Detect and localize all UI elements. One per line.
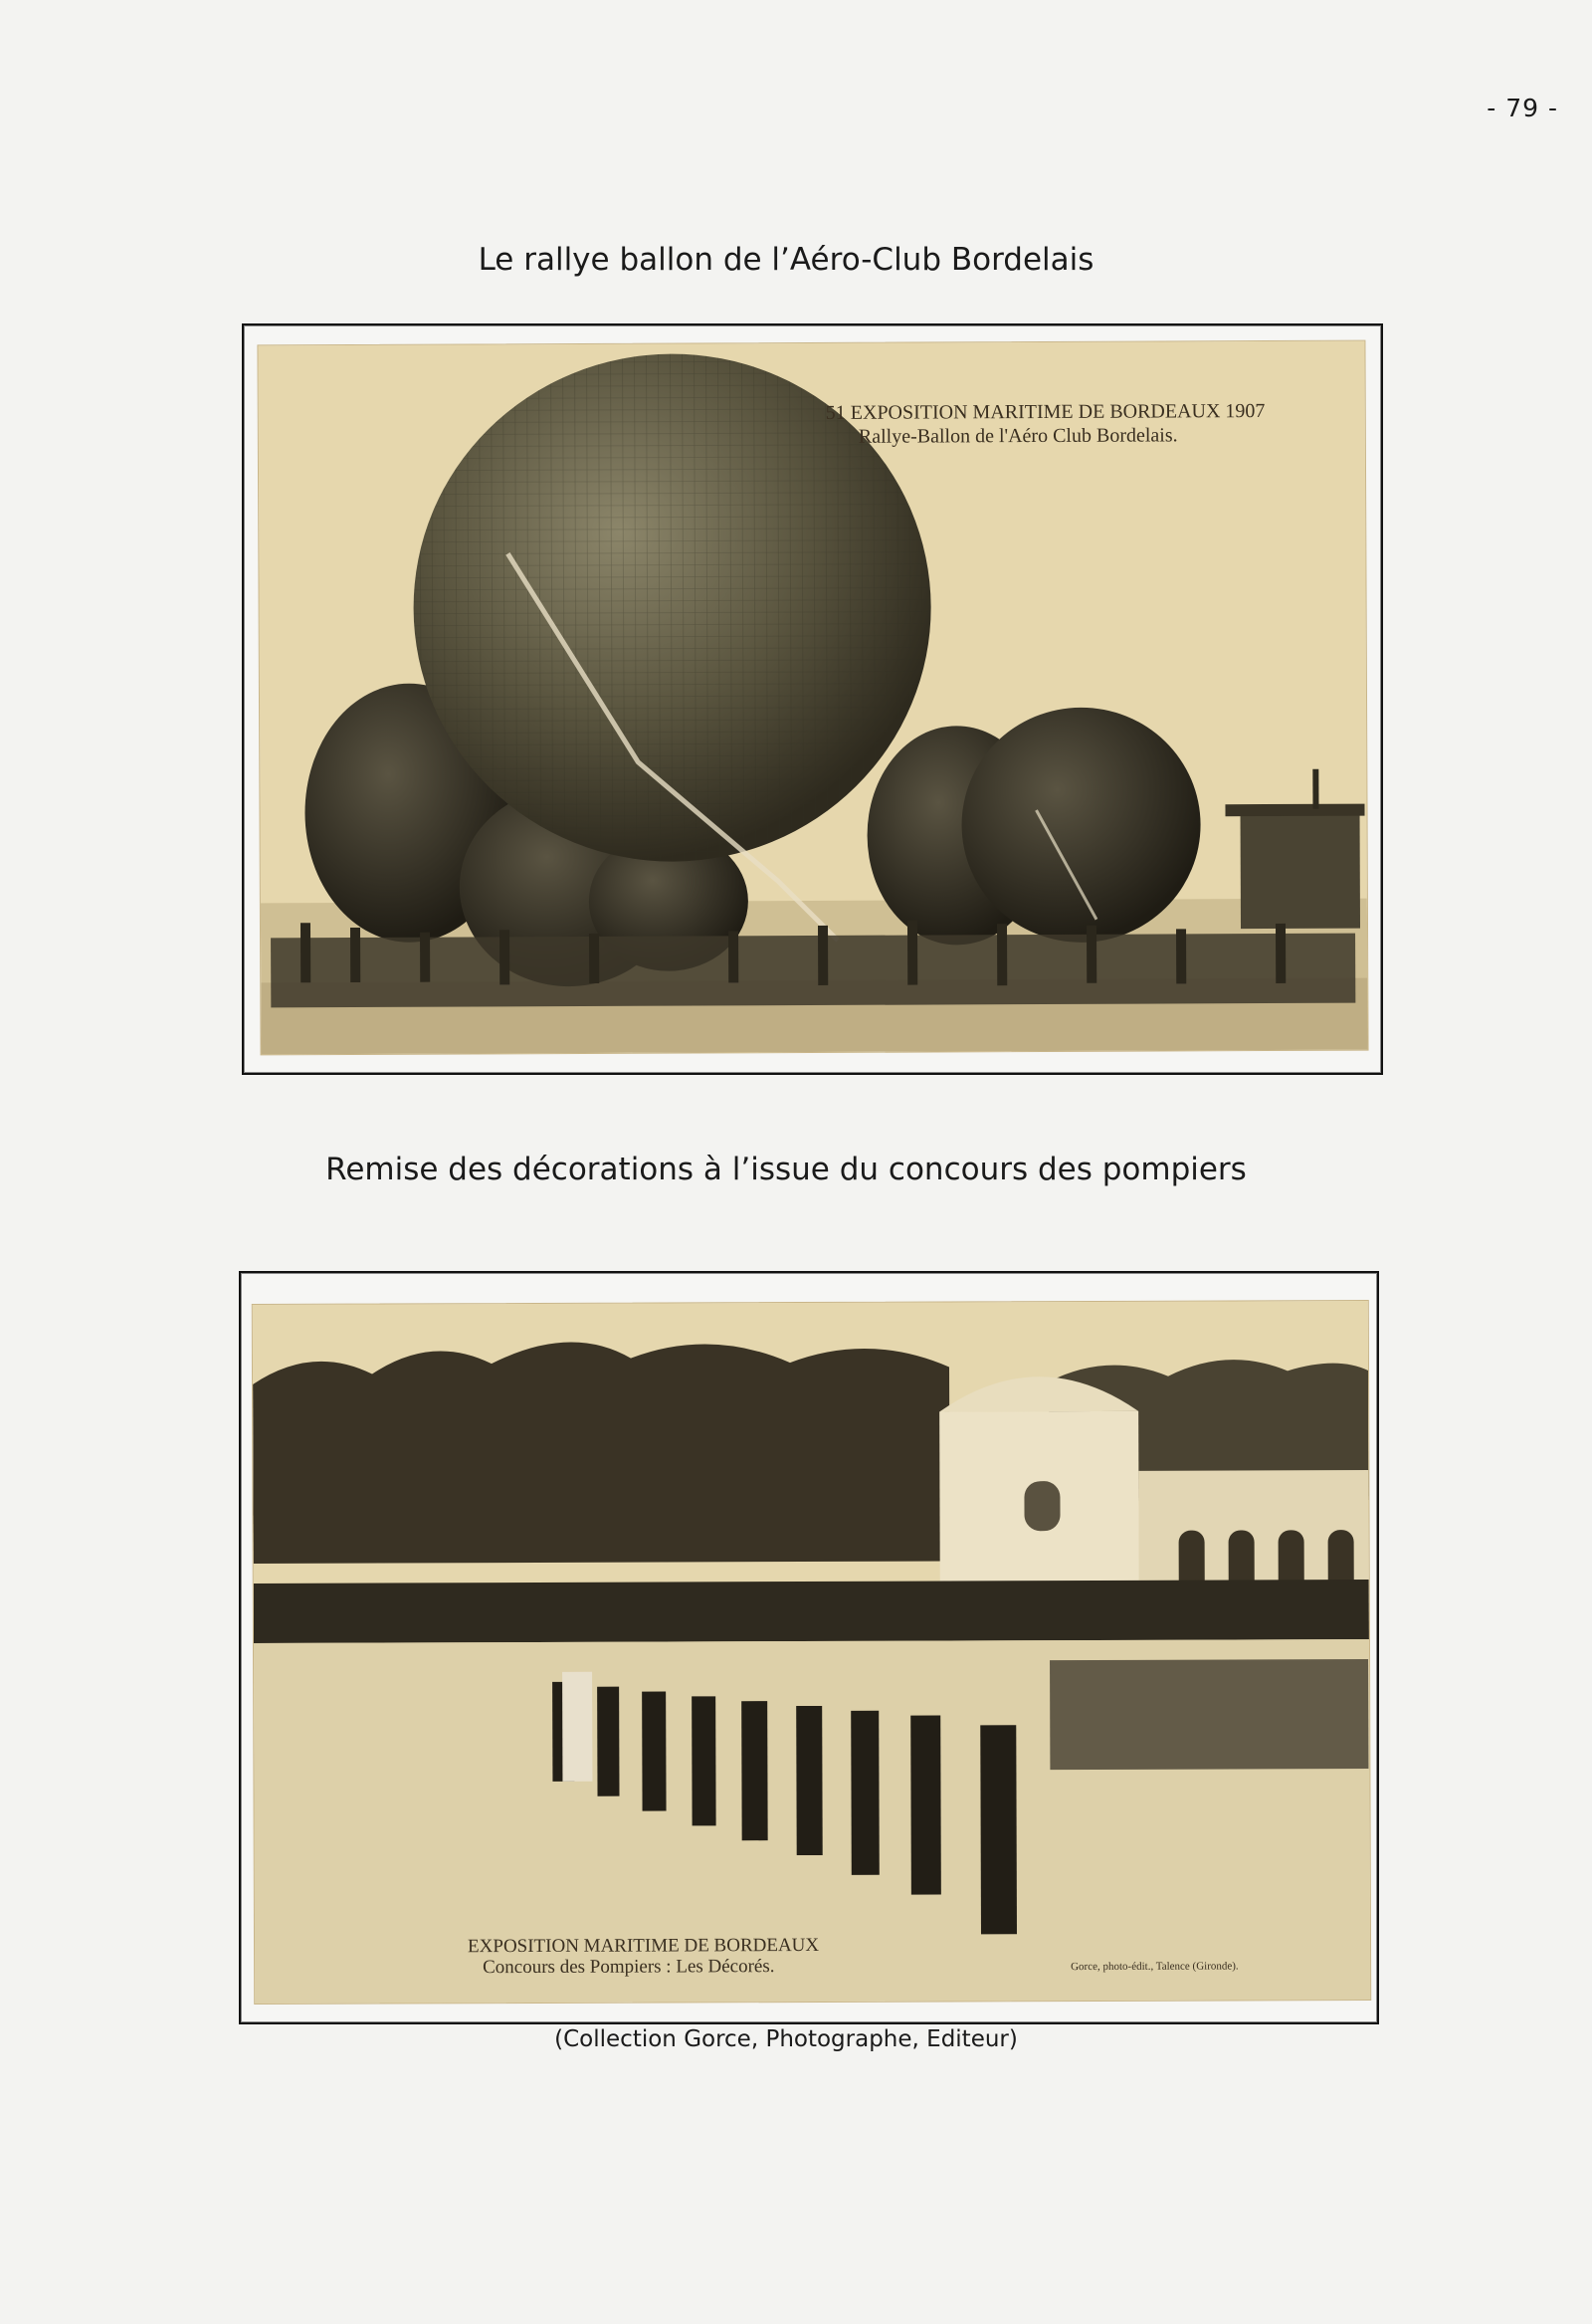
collection-credit: (Collection Gorce, Photographe, Editeur) — [554, 2026, 1018, 2052]
postcard-title: 51 EXPOSITION MARITIME DE BORDEAUX 1907 — [825, 400, 1266, 424]
postcard-balloons — [257, 340, 1368, 1056]
postcard-firemen — [252, 1300, 1371, 2005]
firemen-photo — [253, 1301, 1370, 2004]
page-number: - 79 - — [1487, 94, 1558, 122]
balloon — [961, 707, 1201, 943]
postcard-publisher-credit: Gorce, photo-édit., Talence (Gironde). — [1071, 1960, 1239, 1974]
photo-frame-balloons — [242, 323, 1383, 1075]
section-caption-balloon-rally: Le rallye ballon de l’Aéro-Club Bordelais — [478, 242, 1094, 278]
postcard-subtitle: Concours des Pompiers : Les Décorés. — [483, 1956, 775, 1979]
postcard-title: EXPOSITION MARITIME DE BORDEAUX — [467, 1934, 820, 1958]
photo-frame-firemen — [239, 1271, 1379, 2024]
section-caption-firemen-ceremony: Remise des décorations à l’issue du concours des pompiers — [325, 1152, 1247, 1187]
postcard-subtitle: Rallye-Ballon de l'Aéro Club Bordelais. — [858, 424, 1178, 448]
balloons-photo — [258, 341, 1367, 1055]
